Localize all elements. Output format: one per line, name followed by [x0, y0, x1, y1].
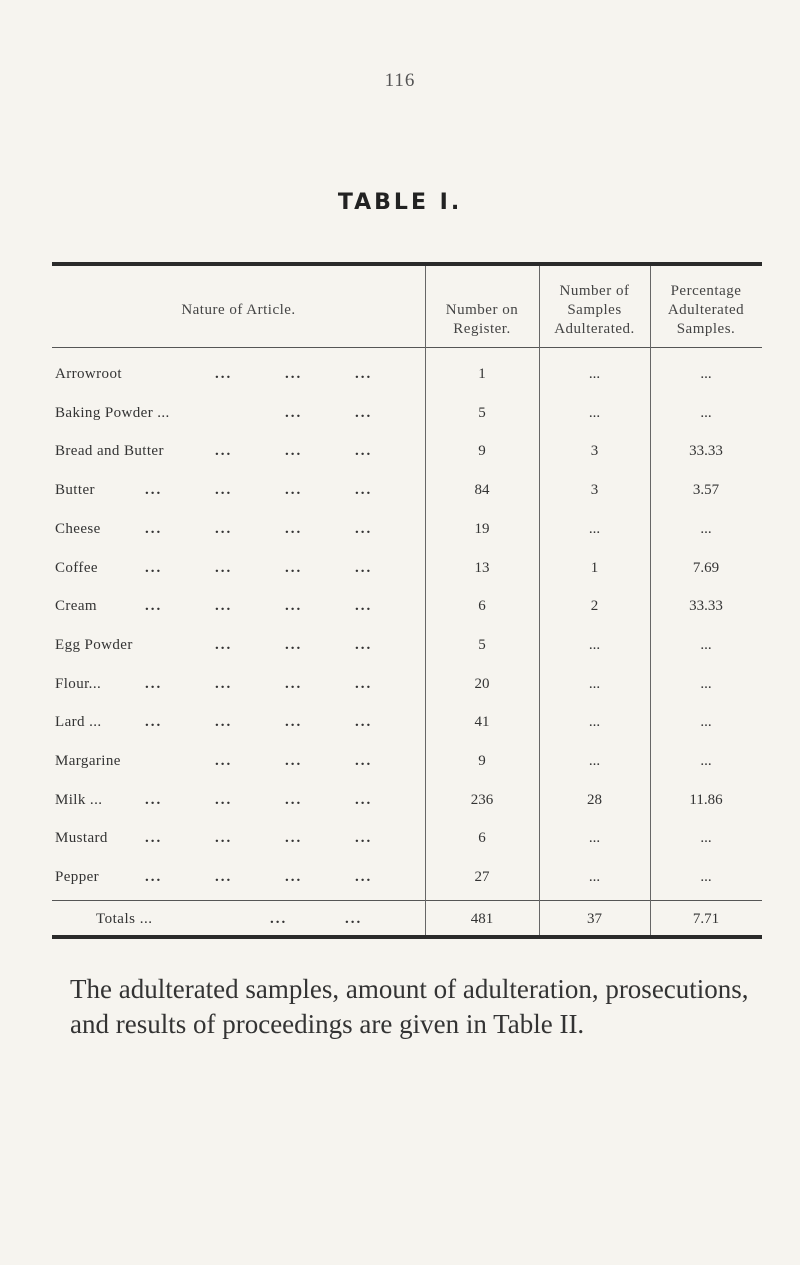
- adulterated-count: ...: [588, 405, 601, 421]
- register-count: 1: [478, 366, 486, 382]
- register-count: 9: [478, 443, 486, 459]
- leader: ...: [215, 443, 233, 459]
- adulterated-count: 3: [590, 482, 599, 498]
- leader: ...: [285, 405, 303, 421]
- register-count: 6: [478, 598, 486, 614]
- adulterated-count: ...: [588, 714, 601, 730]
- table-row: [0, 676, 800, 710]
- register-count: 5: [478, 405, 486, 421]
- leader: ...: [215, 482, 233, 498]
- adulterated-percentage: 7.69: [692, 560, 720, 576]
- table-top-rule: [52, 262, 762, 266]
- leader: ...: [355, 714, 373, 730]
- header-number-on-register: [425, 301, 539, 339]
- adulterated-percentage: 33.33: [689, 443, 723, 459]
- totals-register: 481: [470, 911, 494, 927]
- header-samples-line: Adulterated.: [554, 321, 635, 337]
- leader: ...: [145, 792, 163, 808]
- leader: ...: [215, 521, 233, 537]
- register-count: 5: [478, 637, 486, 653]
- leader: ...: [355, 869, 373, 885]
- table-row: [0, 482, 800, 516]
- adulterated-percentage: ...: [700, 753, 712, 769]
- leader: ...: [145, 598, 163, 614]
- leader: ...: [355, 753, 373, 769]
- header-nature-of-article: [52, 301, 425, 320]
- leader: ...: [145, 714, 163, 730]
- table-row: [0, 443, 800, 477]
- page-number: 116: [384, 70, 416, 91]
- adulterated-percentage: ...: [700, 714, 712, 730]
- article-name: Butter: [55, 482, 95, 498]
- article-name: Coffee: [55, 560, 98, 576]
- register-count: 9: [478, 753, 486, 769]
- adulterated-percentage: ...: [700, 366, 712, 382]
- leader: ...: [285, 637, 303, 653]
- leader: ...: [285, 869, 303, 885]
- leader: ...: [215, 560, 233, 576]
- register-count: 41: [474, 714, 490, 730]
- header-register-line: Register.: [453, 321, 511, 337]
- register-count: 20: [474, 676, 490, 692]
- article-name: Milk ...: [55, 792, 103, 808]
- leader: ...: [345, 911, 363, 927]
- article-name: Cream: [55, 598, 97, 614]
- leader: ...: [270, 911, 288, 927]
- leader: ...: [285, 830, 303, 846]
- register-count: 6: [478, 830, 486, 846]
- adulterated-percentage: 33.33: [689, 598, 723, 614]
- table-row: [0, 869, 800, 903]
- adulterated-percentage: ...: [700, 830, 712, 846]
- leader: ...: [355, 830, 373, 846]
- table-row: [0, 405, 800, 439]
- totals-label: Totals ...: [96, 911, 153, 927]
- register-count: 84: [474, 482, 490, 498]
- table-row: [0, 792, 800, 826]
- adulterated-percentage: ...: [700, 405, 712, 421]
- leader: ...: [355, 521, 373, 537]
- article-name: Cheese: [55, 521, 101, 537]
- table-title: TABLE I.: [337, 190, 463, 215]
- adulterated-count: 3: [590, 443, 599, 459]
- leader: ...: [355, 482, 373, 498]
- table-row: [0, 753, 800, 787]
- article-name: Arrowroot: [55, 366, 122, 382]
- leader: ...: [145, 676, 163, 692]
- header-samples-adulterated: [539, 282, 650, 339]
- leader: ...: [285, 753, 303, 769]
- leader: ...: [285, 521, 303, 537]
- article-name: Pepper: [55, 869, 100, 885]
- adulterated-percentage: ...: [700, 676, 712, 692]
- leader: ...: [355, 366, 373, 382]
- table-row: [0, 521, 800, 555]
- adulterated-count: ...: [588, 676, 601, 692]
- article-name: Egg Powder: [55, 637, 133, 653]
- leader: ...: [145, 521, 163, 537]
- adulterated-count: ...: [588, 830, 601, 846]
- leader: ...: [355, 598, 373, 614]
- adulterated-percentage: ...: [700, 637, 712, 653]
- table-row: [0, 366, 800, 400]
- leader: ...: [215, 714, 233, 730]
- leader: ...: [355, 443, 373, 459]
- header-percent-line: Percentage: [670, 283, 742, 299]
- header-percent-line: Samples.: [676, 321, 736, 337]
- header-register-line: Number on: [445, 302, 519, 318]
- leader: ...: [355, 792, 373, 808]
- leader: ...: [285, 676, 303, 692]
- totals-adulterated: 37: [587, 911, 602, 927]
- leader: ...: [215, 598, 233, 614]
- leader: ...: [285, 443, 303, 459]
- register-count: 13: [474, 560, 490, 576]
- article-name: Lard ...: [55, 714, 102, 730]
- article-name: Mustard: [55, 830, 108, 846]
- leader: ...: [215, 869, 233, 885]
- leader: ...: [215, 637, 233, 653]
- article-name: Bread and Butter: [55, 443, 164, 459]
- leader: ...: [215, 366, 233, 382]
- leader: ...: [215, 792, 233, 808]
- leader: ...: [285, 482, 303, 498]
- leader: ...: [145, 482, 163, 498]
- adulterated-count: 1: [590, 560, 599, 576]
- adulterated-count: ...: [588, 366, 601, 382]
- adulterated-count: ...: [588, 521, 601, 537]
- register-count: 19: [474, 521, 490, 537]
- header-article-text: Nature of Article.: [181, 302, 296, 318]
- leader: ...: [145, 869, 163, 885]
- register-count: 236: [470, 792, 494, 808]
- article-name: Margarine: [55, 753, 121, 769]
- footer-paragraph: The adulterated samples, amount of adulteration, prosecutions, and results of proceedings are given in Table II.: [70, 974, 749, 1039]
- table-row: [0, 560, 800, 594]
- leader: ...: [215, 676, 233, 692]
- header-samples-line: Samples: [567, 302, 622, 318]
- table-row: [0, 637, 800, 671]
- register-count: 27: [474, 869, 490, 885]
- adulterated-percentage: ...: [700, 869, 712, 885]
- leader: ...: [285, 366, 303, 382]
- leader: ...: [145, 830, 163, 846]
- table-row: [0, 598, 800, 632]
- leader: ...: [285, 598, 303, 614]
- adulterated-count: ...: [588, 869, 601, 885]
- adulterated-percentage: 3.57: [692, 482, 720, 498]
- header-percent-line: Adulterated: [667, 302, 745, 318]
- header-percentage-adulterated: [650, 282, 762, 339]
- adulterated-count: 28: [587, 792, 602, 808]
- adulterated-count: ...: [588, 637, 601, 653]
- leader: ...: [355, 637, 373, 653]
- table-row: [0, 830, 800, 864]
- leader: ...: [285, 714, 303, 730]
- leader: ...: [355, 405, 373, 421]
- adulterated-count: 2: [590, 598, 599, 614]
- table-row: [0, 714, 800, 748]
- leader: ...: [355, 560, 373, 576]
- adulterated-percentage: 11.86: [689, 792, 723, 808]
- adulterated-percentage: ...: [700, 521, 712, 537]
- leader: ...: [285, 792, 303, 808]
- totals-row: [0, 911, 800, 945]
- leader: ...: [285, 560, 303, 576]
- totals-percentage: 7.71: [692, 911, 720, 927]
- article-name: Flour...: [55, 676, 102, 692]
- leader: ...: [355, 676, 373, 692]
- article-name: Baking Powder ...: [55, 405, 170, 421]
- leader: ...: [215, 753, 233, 769]
- leader: ...: [215, 830, 233, 846]
- header-divider: [52, 347, 762, 348]
- header-samples-line: Number of: [559, 283, 630, 299]
- leader: ...: [145, 560, 163, 576]
- adulterated-count: ...: [588, 753, 601, 769]
